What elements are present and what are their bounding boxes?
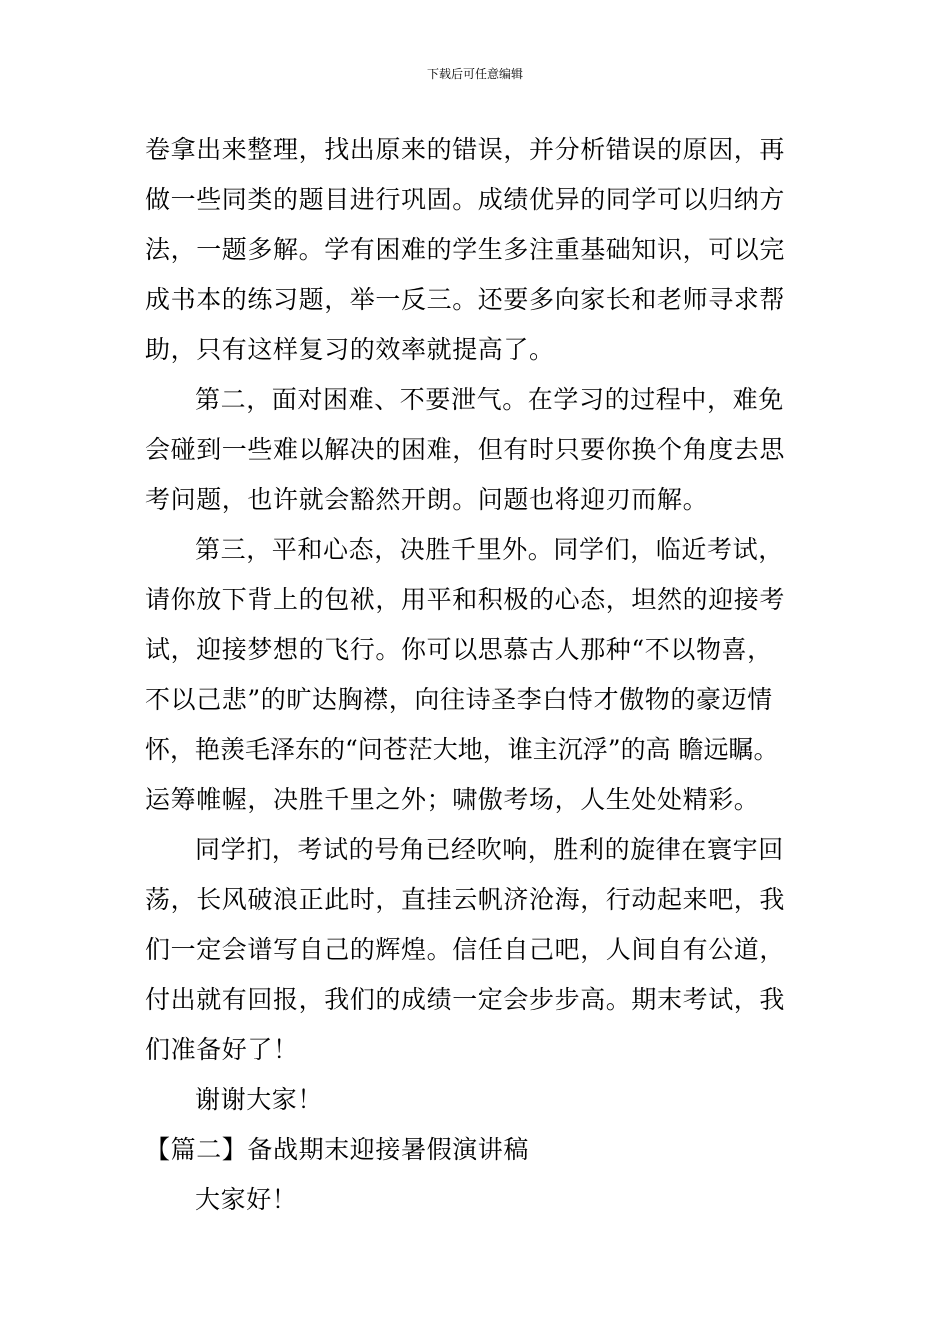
body-line: 会碰到一些难以解决的困难，但有时只要你换个角度去思 <box>145 435 786 464</box>
body-line: 成书本的练习题，举一反三。还要多向家长和老师寻求帮 <box>145 285 786 314</box>
body-line: 法，一题多解。学有困难的学生多注重基础知识，可以完 <box>145 235 786 264</box>
body-line: 卷拿出来整理，找出原来的错误，并分析错误的原因，再 <box>145 135 786 164</box>
paragraph-start-line: 第二，面对困难、不要泄气。在学习的过程中，难免 <box>195 385 784 414</box>
body-line: 怀，艳羡毛泽东的“问苍茫大地，谁主沉浮”的高 瞻远瞩。 <box>145 735 779 764</box>
section-heading: 【篇二】备战期末迎接暑假演讲稿 <box>145 1135 530 1164</box>
body-line: 荡，长风破浪正此时，直挂云帆济沧海，行动起来吧，我 <box>145 885 786 914</box>
paragraph-start-line: 同学扪，考试的号角已经吹响，胜利的旋律在寰宇回 <box>195 835 784 864</box>
closing-line: 谢谢大家！ <box>195 1085 324 1114</box>
body-line: 做一些同类的题目进行巩固。成绩优异的同学可以归纳方 <box>145 185 786 214</box>
body-line: 考问题，也许就会豁然开朗。问题也将迎刃而解。 <box>145 485 709 514</box>
body-line: 不以己悲”的旷达胸襟，向往诗圣李白恃才傲物的豪迈情 <box>145 685 773 714</box>
paragraph-start-line: 第三，平和心态，决胜千里外。同学们，临近考试， <box>195 535 784 564</box>
body-line: 运筹帷幄，决胜千里之外；啸傲考场，人生处处精彩。 <box>145 785 760 814</box>
body-line: 们一定会谱写自己的辉煌。信任自己吧，人间自有公道， <box>145 935 786 964</box>
body-line: 请你放下背上的包袱，用平和积极的心态，坦然的迎接考 <box>145 585 786 614</box>
body-line: 付出就有回报，我们的成绩一定会步步高。期末考试，我 <box>145 985 786 1014</box>
page-header: 下载后可任意编辑 <box>426 67 523 81</box>
body-line: 试，迎接梦想的飞行。你可以思慕古人那种“不以物喜， <box>145 635 773 664</box>
greeting-line: 大家好！ <box>195 1185 298 1214</box>
body-line: 助，只有这样复习的效率就提高了。 <box>145 335 555 364</box>
body-line: 们准备好了！ <box>145 1035 299 1064</box>
